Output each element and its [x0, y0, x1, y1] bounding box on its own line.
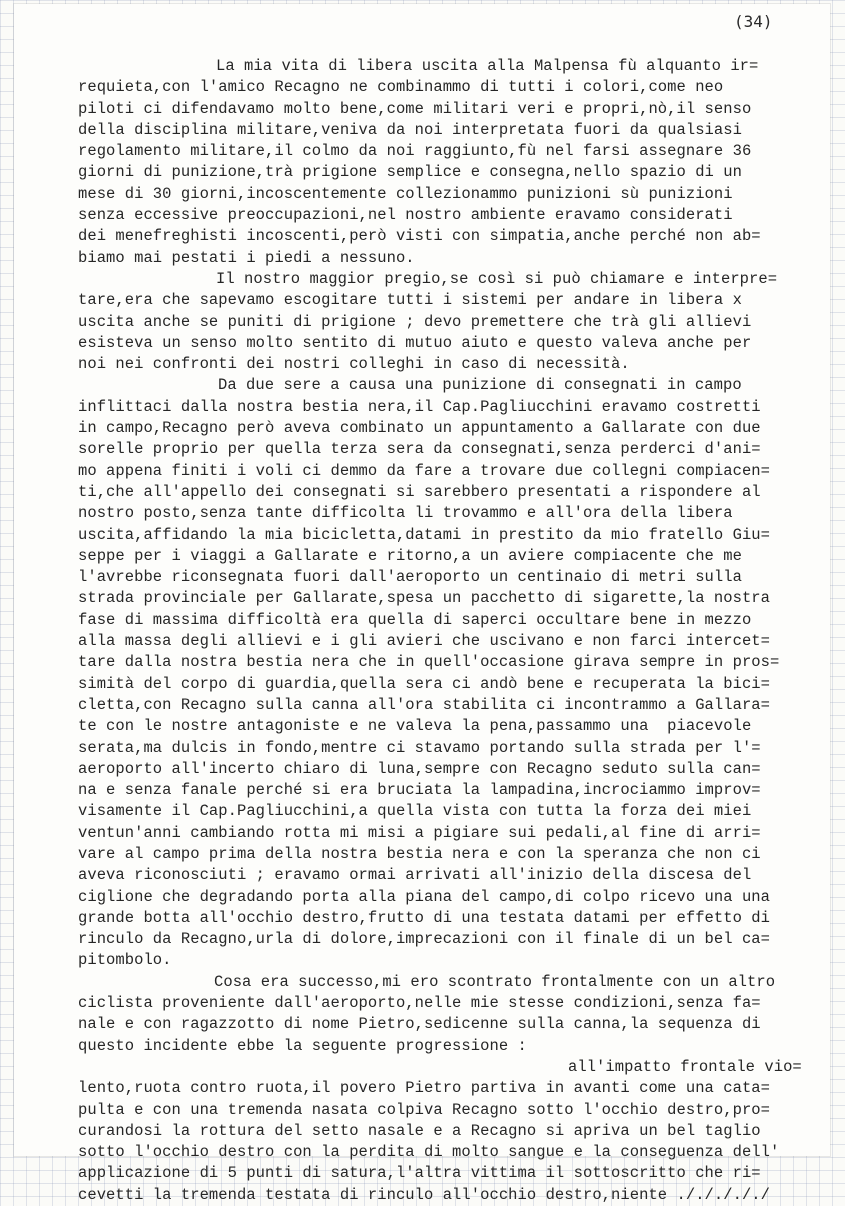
text-line: esisteva un senso molto sentito di mutuo aiuto e questo valeva anche per [78, 333, 752, 352]
text-line: piloti ci difendavamo molto bene,come militari veri e propri,nò,il senso [78, 99, 752, 118]
text-line: regolamento militare,il colmo da noi raggiunto,fù nel farsi assegnare 36 [78, 142, 752, 161]
text-line: pulta e con una tremenda nasata colpiva Recagno sotto l'occhio destro,pro= [78, 1100, 771, 1119]
text-line: requieta,con l'amico Recagno ne combinammo di tutti i colori,come neo [78, 78, 724, 97]
text-line: Da due sere a causa una punizione di consegnati in campo [218, 376, 742, 395]
text-line: biamo mai pestati i piedi a nessuno. [78, 248, 415, 267]
text-line: serata,ma dulcis in fondo,mentre ci stavamo portando sulla strada per l'= [78, 738, 761, 757]
text-line: visamente il Cap.Pagliucchini,a quella vista con tutta la forza dei miei [78, 802, 752, 821]
text-line: La mia vita di libera uscita alla Malpensa fù alquanto ir= [216, 57, 759, 75]
text-line: cletta,con Recagno sulla canna all'ora stabilita ci incontrammo a Gallara= [78, 695, 771, 714]
text-line: mo appena finiti i voli ci demmo da fare a trovare due collegni compiacen= [78, 461, 771, 480]
text-line: l'avrebbe riconsegnata fuori dall'aeroporto un centinaio di metri sulla [78, 568, 742, 587]
text-line: ciclista proveniente dall'aeroporto,nelle mie stesse condizioni,senza fa= [78, 994, 761, 1013]
text-line: giorni di punizione,trà prigione semplice e consegna,nello spazio di un [78, 163, 742, 182]
text-line: Cosa era successo,mi ero scontrato frontalmente con un altro [214, 972, 776, 991]
text-line: tare,era che sapevamo escogitare tutti i sistemi per andare in libera x [78, 291, 742, 310]
text-line: fase di massima difficoltà era quella di saperci occultare bene in mezzo [78, 610, 752, 629]
text-line: ciglione che degradando porta alla piana del campo,di colpo ricevo una una [78, 887, 771, 906]
text-line: questo incidente ebbe la seguente progressione : [78, 1036, 527, 1055]
text-line: strada provinciale per Gallarate,spesa un pacchetto di sigarette,la nostra [78, 589, 771, 608]
text-line: sorelle proprio per quella terza sera da consegnati,senza perderci d'ani= [78, 440, 761, 459]
text-line: noi nei confronti dei nostri colleghi in caso di necessità. [78, 355, 630, 374]
text-line: nostro posto,senza tante difficolta li trovammo e all'ora della libera [78, 504, 733, 523]
text-line: curandosi la rottura del setto nasale e a Recagno si apriva un bel taglio [78, 1121, 761, 1140]
text-line: grande botta all'occhio destro,frutto di una testata datami per effetto di [78, 908, 771, 927]
text-line: aveva riconosciuti ; eravamo ormai arrivati all'inizio della discesa del [78, 866, 752, 885]
text-line: rinculo da Recagno,urla di dolore,imprecazioni con il finale di un bel ca= [78, 930, 771, 949]
text-line: pitombolo. [78, 951, 172, 970]
text-line: tare dalla nostra bestia nera che in quell'occasione girava sempre in pros= [78, 653, 780, 672]
text-line: nale e con ragazzotto di nome Pietro,sedicenne sulla canna,la sequenza di [78, 1015, 761, 1034]
typewritten-text [78, 56, 838, 1206]
text-line: senza eccessive preoccupazioni,nel nostro ambiente eravamo considerati [78, 206, 733, 225]
text-line: na e senza fanale perché si era bruciata la lampadina,incrociammo improv= [78, 781, 761, 800]
text-line: alla massa degli allievi e i gli avieri che uscivano e non farci intercet= [78, 632, 771, 651]
text-line: uscita anche se puniti di prigione ; devo premettere che trà gli allievi [78, 312, 752, 331]
text-line: dei menefreghisti incoscenti,però visti con simpatia,anche perché non ab= [78, 227, 761, 246]
text-line: cevetti la tremenda testata di rinculo all'occhio destro,niente ./././././ [78, 1185, 771, 1204]
typewritten-page [14, 4, 830, 1204]
text-line: sotto l'occhio destro con la perdita di molto sangue e la conseguenza dell' [78, 1143, 780, 1162]
text-line: uscita,affidando la mia bicicletta,datami in prestito da mio fratello Giu= [78, 525, 771, 544]
text-line: ventun'anni cambiando rotta mi misi a pigiare sui pedali,al fine di arri= [78, 823, 761, 842]
text-line: lento,ruota contro ruota,il povero Pietro partiva in avanti come una cata= [78, 1079, 771, 1098]
text-line: Il nostro maggior pregio,se così si può chiamare e interpre= [216, 269, 778, 288]
text-line: ti,che all'appello dei consegnati si sarebbero presentati a rispondere al [78, 482, 761, 501]
text-line: all'impatto frontale vio= [568, 1057, 802, 1076]
page-number: (34) [734, 12, 773, 31]
text-line: vare al campo prima della nostra bestia nera e con la speranza che non ci [78, 844, 761, 863]
text-line: inflittaci dalla nostra bestia nera,il Cap.Pagliucchini eravamo costretti [78, 397, 761, 416]
text-line: seppe per i viaggi a Gallarate e ritorno,a un aviere compiacente che me [78, 546, 742, 565]
text-line: applicazione di 5 punti di satura,l'altra vittima il sottoscritto che ri= [78, 1164, 761, 1183]
text-line: simità del corpo di guardia,quella sera ci andò bene e recuperata la bici= [78, 674, 771, 693]
text-line: te con le nostre antagoniste e ne valeva la pena,passammo una piacevole [78, 717, 752, 736]
text-line: mese di 30 giorni,incoscentemente collezionammo punizioni sù punizioni [78, 184, 733, 203]
text-line: in campo,Recagno però aveva combinato un appuntamento a Gallarate con due [78, 419, 761, 438]
text-line: della disciplina militare,veniva da noi interpretata fuori da qualsiasi [78, 120, 742, 139]
text-line: aeroporto all'incerto chiaro di luna,sempre con Recagno seduto sulla can= [78, 759, 761, 778]
